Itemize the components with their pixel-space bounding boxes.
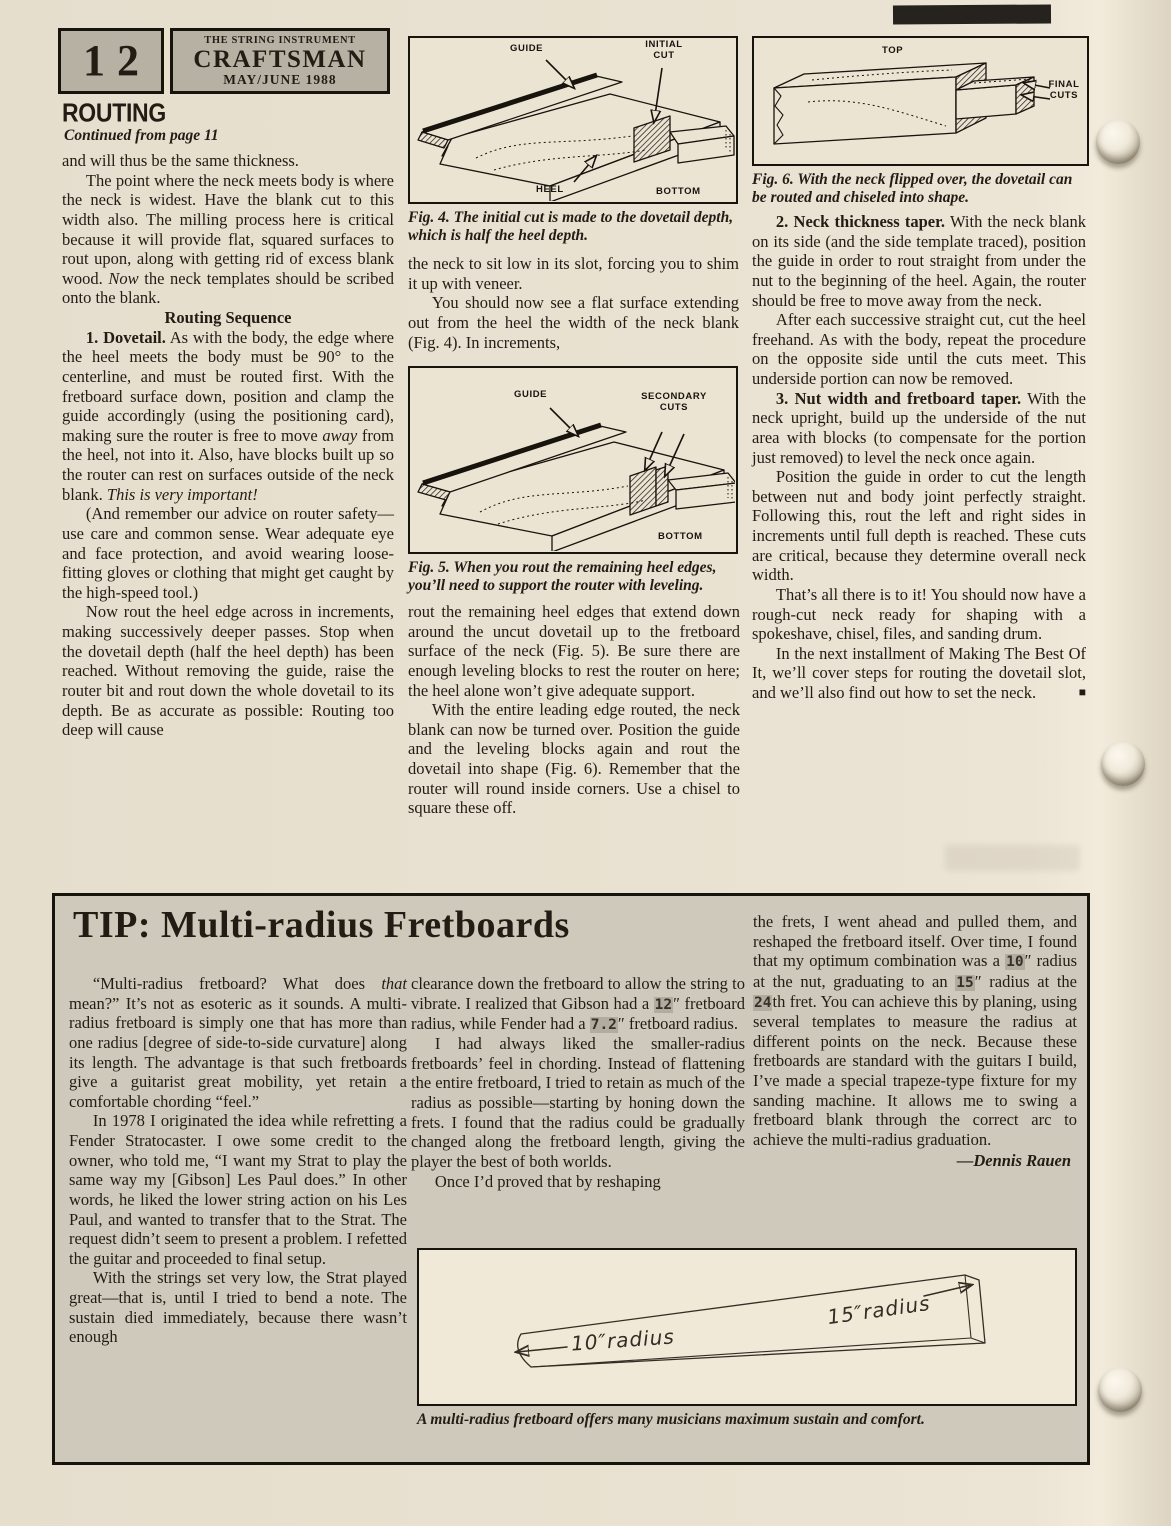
- masthead-title: CRAFTSMAN: [193, 45, 367, 73]
- tip-section: [52, 893, 1090, 1465]
- adjacent-page-edge: [893, 4, 1051, 24]
- article-continued-note: Continued from page 11: [64, 127, 219, 144]
- binder-hole: [1096, 120, 1140, 164]
- figure-6-drawing: [752, 36, 1089, 166]
- subheading: Routing Sequence: [164, 308, 292, 327]
- tip-byline: —Dennis Rauen: [956, 1151, 1071, 1171]
- paragraph: With the strings set very low, the Strat played great—that is, until I tried to bend a note. The sustain died immediately, because there wasn’t enough: [69, 1268, 407, 1347]
- paragraph: With the entire leading edge routed, the neck blank can now be turned over. Position the guide and the leveling blocks again and rout the dovetail into shape (Fig. 6). Remember that the router will round inside corners. Use a chisel to square these off.: [408, 700, 740, 818]
- paragraph: That’s all there is to it! You should now have a rough-cut neck ready for shaping with a spokeshave, chisel, files, and sanding drum.: [752, 584, 1086, 644]
- figure-6-caption: Fig. 6. With the neck flipped over, the dovetail can be routed and chiseled into shape.: [752, 171, 1073, 207]
- figure-6: [752, 36, 1089, 208]
- routing-column-2b: [408, 602, 740, 818]
- tip-title: TIP: Multi-radius Fretboards: [73, 904, 570, 946]
- figure-4-label-initial-cut: INITIAL CUT: [645, 39, 683, 61]
- paragraph: 3. Nut width and fretboard taper. With the neck upright, build up the underside of the nut area with blocks (to compensate for the portion just removed) to level the neck once again.: [752, 388, 1086, 467]
- tip-column-2: [411, 974, 745, 1191]
- masthead-box: [170, 28, 390, 94]
- routing-column-2a: [408, 254, 739, 352]
- paragraph: and will thus be the same thickness.: [62, 151, 299, 170]
- figure-5-label-guide: GUIDE: [514, 389, 548, 400]
- masthead-imprint: THE STRING INSTRUMENT: [204, 34, 356, 46]
- fretboard-figure: [417, 1248, 1083, 1429]
- figure-5-label-bottom: BOTTOM: [658, 531, 703, 542]
- figure-6-label-final-cuts: FINAL CUTS: [1048, 79, 1080, 101]
- figure-4-label-bottom: BOTTOM: [656, 186, 701, 197]
- figure-4-label-guide: GUIDE: [510, 43, 544, 54]
- fretboard-label-10-radius: 10″radius: [570, 1324, 676, 1356]
- figure-6-art: [754, 38, 1086, 163]
- figure-4-art: [410, 38, 735, 201]
- paragraph: After each successive straight cut, cut the heel freehand. As with the body, repeat the procedure on the opposite side until the cuts meet. This underside portion can now be removed.: [752, 310, 1086, 388]
- paragraph: rout the remaining heel edges that extend down around the uncut dovetail up to the fretboard surface of the neck (Fig. 5). Be sure there are enough leveling blocks to rest the router on here; the heel alone won’t give adequate support.: [408, 602, 740, 700]
- paragraph: Once I’d proved that by reshaping: [434, 1171, 661, 1191]
- paragraph: “Multi-radius fretboard? What does that mean?” It’s not as esoteric as it sounds. A multi-radius fretboard is simply one that has more than one radius [degree of side-to-side curvature] along its length. The advantage is that such fretboards give a guitarist great mobility, yet retain a comfortable chording “feel.”: [69, 974, 407, 1111]
- fretboard-label-15-radius: 15″radius: [825, 1290, 932, 1330]
- figure-4-caption: Fig. 4. The initial cut is made to the dovetail depth, which is half the heel depth.: [408, 209, 734, 245]
- paragraph: Position the guide in order to cut the length between nut and body joint perfectly straight. Following this, rout the left and right sides in increments until full depth is reached. These cuts are critical, because they determine overall neck width.: [752, 467, 1086, 585]
- figure-5: [408, 366, 738, 596]
- figure-4: [408, 36, 738, 246]
- paragraph: the frets, I went ahead and pulled them, and reshaped the fretboard itself. Over time, I found that my optimum combination was a 10″ radius at the nut, graduating to an 15″ radius at the 24th fret. You can achieve this by planing, using several templates to measure the radius at different points on the neck. Because these fretboards are standard with the guitars I build, I’ve made a special trapeze-type fixture for my sanding machine. It allows me to swing a fretboard blank through the correct arc to achieve the multi-radius graduation.: [753, 912, 1077, 1149]
- paragraph: the neck to sit low in its slot, forcing you to shim it up with veneer.: [408, 254, 739, 293]
- article-title: ROUTING: [62, 97, 166, 127]
- routing-column-3: [752, 212, 1086, 703]
- fretboard-drawing: [417, 1248, 1077, 1406]
- routing-column-1: [62, 151, 394, 740]
- page-number-box: [58, 28, 164, 94]
- fretboard-art: [419, 1250, 1074, 1403]
- paragraph: The point where the neck meets body is where the neck is widest. Have the blank cut to this width also. The milling process here is critical because it will provide flat, squared surfaces to rout upon, along with getting rid of excess blank wood. Now the neck templates should be scribed onto the blank.: [62, 170, 394, 308]
- paragraph: You should now see a flat surface extending out from the heel the width of the neck blank (Fig. 4). In increments,: [408, 293, 739, 352]
- paragraph: 1. Dovetail. As with the body, the edge where the heel meets the body must be 90° to the centerline, and must be routed first. With the fretboard surface down, position and clamp the guide accordingly (using the positioning card), making sure the router is free to move away from the heel, not into it. Also, have blocks built up so the router can rest on surfaces outside of the neck blank. This is very important!: [62, 327, 395, 504]
- paragraph: (And remember our advice on router safety—use care and common sense. Wear adequate eye and face protection, and avoid wearing loose-fitting gloves or clothing that might get caught by the high-speed tool.): [62, 504, 394, 602]
- tip-column-3-text: [753, 912, 1077, 1149]
- binder-hole: [1098, 1368, 1142, 1412]
- figure-5-drawing: [408, 366, 738, 554]
- figure-6-label-top: TOP: [882, 45, 904, 56]
- paragraph: In 1978 I originated the idea while refretting a Fender Stratocaster. I owe some credit to the owner, who told me, “I want my Strat to play the same way my [Gibson] Les Paul does.” In other words, he liked the lower string action on his Les Paul, and wanted to transfer that to the Strat. The request didn’t seem to present a problem. I refetted the guitar and proceeded to final setup.: [69, 1111, 407, 1268]
- figure-5-label-secondary-cuts: SECONDARY CUTS: [641, 391, 707, 413]
- figure-4-label-heel: HEEL: [536, 184, 564, 195]
- paragraph: I had always liked the smaller-radius fretboards’ feel in chording. Instead of flattening the entire fretboard, I tried to retain as much of the radius as possible—starting by honing down the frets. I found that the radius could be gradually changed along the fretboard length, giving the player the best of both worlds.: [411, 1034, 745, 1171]
- page-number: 12: [83, 36, 151, 85]
- fretboard-caption: A multi-radius fretboard offers many musicians maximum sustain and comfort.: [417, 1411, 925, 1428]
- paragraph: Now rout the heel edge across in increments, making successively deeper passes. Stop when the dovetail depth (half the heel depth) has been reached. Without removing the guide, raise the router bit and rout down the whole dovetail to its depth. Be as accurate as possible: Routing too deep will cause: [62, 602, 394, 740]
- ghost-print: [945, 845, 1080, 871]
- figure-4-drawing: [408, 36, 738, 204]
- paragraph: In the next installment of Making The Best Of It, we’ll cover steps for routing the dovetail slot, and we’ll also find out how to set the neck. ■: [752, 643, 1086, 702]
- figure-5-caption: Fig. 5. When you rout the remaining heel edges, you’ll need to support the router with leveling.: [408, 559, 717, 595]
- paragraph: clearance down the fretboard to allow the string to vibrate. I realized that Gibson had a 12″ fretboard radius, while Fender had a 7.2″ fretboard radius.: [411, 974, 745, 1033]
- paragraph: 2. Neck thickness taper. With the neck blank on its side (and the side template traced), position the guide in order to rout straight from under the nut to the beginning of the heel. Again, the router should be free to move away from the neck.: [752, 212, 1087, 310]
- tip-column-1: [69, 974, 407, 1347]
- binder-hole: [1101, 742, 1145, 786]
- masthead-issue: MAY/JUNE 1988: [223, 71, 337, 87]
- tip-column-3: [753, 912, 1077, 1171]
